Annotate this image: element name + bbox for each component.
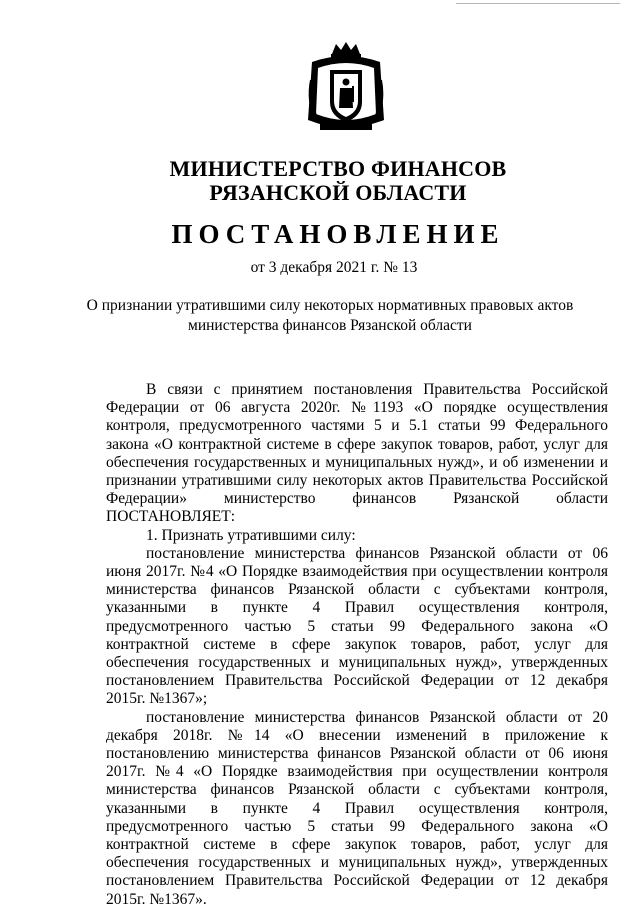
document-type-title: ПОСТАНОВЛЕНИЕ [171, 219, 505, 249]
repealed-act-item-1: постановление министерства финансов Рязанской области от 06 июня 2017г. №4 «О Порядке взаимодействия при осуществлении контроля министерства финансов Рязанской области с субъектами контроля, указанными в пункте 4 Правил осуществления контроля, предусмотренного частью 5 статьи 99 Федерального закона «О контрактной системе в сфере закупок товаров, работ, услуг для обеспечения государственных и муниципальных нужд», утвержденных постановлением Правительства Российской Федерации от 12 декабря 2015г. №1367»; [106, 544, 608, 708]
document-body [106, 381, 608, 909]
scan-edge-line [456, 3, 620, 4]
point-1-paragraph: 1. Признать утратившими силу: [146, 526, 356, 544]
coat-of-arms-icon [306, 40, 386, 135]
repealed-act-item-2: постановление министерства финансов Рязанской области от 20 декабря 2018г. №14 «О внесении изменений в приложение к постановлению министерства финансов Рязанской области от 06 июня 2017г. №4 «О Порядке взаимодействия при осуществлении контроля министерства финансов Рязанской области с субъектами контроля, указанными в пункте 4 Правил осуществления контроля, предусмотренного частью 5 статьи 99 Федерального закона «О контрактной системе в сфере закупок товаров, работ, услуг для обеспечения государственных и муниципальных нужд», утвержденных постановлением Правительства Российской Федерации от 12 декабря 2015г. №1367». [106, 708, 608, 908]
ministry-name-line2: РЯЗАНСКОЙ ОБЛАСТИ [209, 180, 467, 205]
document-date-number: от 3 декабря 2021 г. № 13 [250, 259, 418, 276]
ministry-name-line1: МИНИСТЕРСТВО ФИНАНСОВ [169, 156, 507, 181]
document-subject: О признании утратившими силу некоторых нормативных правовых актов министерства финансов Рязанской области [86, 297, 574, 334]
preamble-paragraph: В связи с принятием постановления Правительства Российской Федерации от 06 августа 2020г. №1193 «О порядке осуществления контроля, предусмотренного частями 5 и 5.1 статьи 99 Федерального закона «О контрактной системе в сфере закупок товаров, работ, услуг для обеспечения государственных и муниципальных нужд», и об изменении и признании утратившими силу некоторых актов Правительства Российской Федерации» министерство финансов Рязанской области ПОСТАНОВЛЯЕТ: [106, 381, 608, 526]
